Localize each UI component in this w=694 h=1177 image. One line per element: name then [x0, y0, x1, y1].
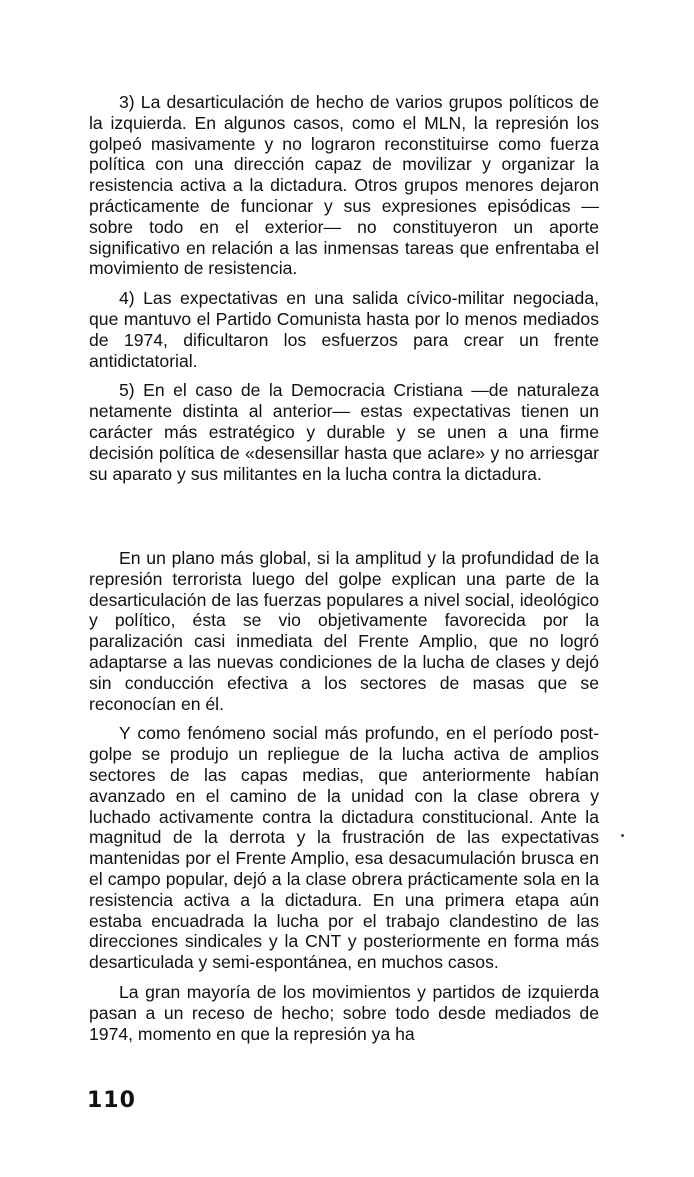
point-5-paragraph: 5) En el caso de la Democracia Cristiana —de naturaleza netamente distinta al anterior— estas expectativas tienen un carácter más estratégico y durable y se unen a una firme decisión política de «desensillar hasta que aclare» y no arriesgar su aparato y sus militantes en la lucha contra la dictadura.	[89, 380, 599, 484]
numbered-points-section	[89, 92, 599, 484]
body-paragraph: En un plano más global, si la amplitud y la profundidad de la represión terrorista luego del golpe explican una parte de la desarticulación de las fuerzas populares a nivel social, ideológico y político, ésta se vio objetivamente favorecida por la paralización casi inmediata del Frente Amplio, que no logró adaptarse a las nuevas condiciones de la lucha de clases y dejó sin conducción efectiva a los sectores de masas que se reconocían en él.	[89, 548, 599, 714]
point-3-paragraph: 3) La desarticulación de hecho de varios grupos políticos de la izquierda. En algunos casos, como el MLN, la represión los golpeó masivamente y no lograron reconstituirse como fuerza política con una dirección capaz de movilizar y organizar la resistencia activa a la dictadura. Otros grupos menores dejaron prácticamente de funcionar y sus expresiones episódicas —sobre todo en el exterior— no constituyeron un aporte significativo en relación a las inmensas tareas que enfrentaba el movimiento de resistencia.	[89, 92, 599, 279]
body-text-section	[89, 548, 599, 1044]
body-paragraph: La gran mayoría de los movimientos y partidos de izquierda pasan a un receso de hecho; sobre todo desde mediados de 1974, momento en que la represión ya ha	[89, 981, 599, 1044]
point-4-paragraph: 4) Las expectativas en una salida cívico-militar negociada, que mantuvo el Partido Comunista hasta por lo menos mediados de 1974, dificultaron los esfuerzos para crear un frente antidictatorial.	[89, 288, 599, 371]
print-speck	[621, 834, 624, 837]
page-number: 110	[87, 1088, 136, 1113]
body-paragraph: Y como fenómeno social más profundo, en el período post-golpe se produjo un repliegue de la lucha activa de amplios sectores de las capas medias, que anteriormente habían avanzado en el camino de la unidad con la clase obrera y luchado activamente contra la dictadura constitucional. Ante la magnitud de la derrota y la frustración de las expectativas mantenidas por el Frente Amplio, esa desacumulación brusca en el campo popular, dejó a la clase obrera prácticamente sola en la resistencia activa a la dictadura. En una primera etapa aún estaba encuadrada la lucha por el trabajo clandestino de las direcciones sindicales y la CNT y posteriormente en forma más desarticulada y semi-espontánea, en muchos casos.	[89, 723, 599, 973]
